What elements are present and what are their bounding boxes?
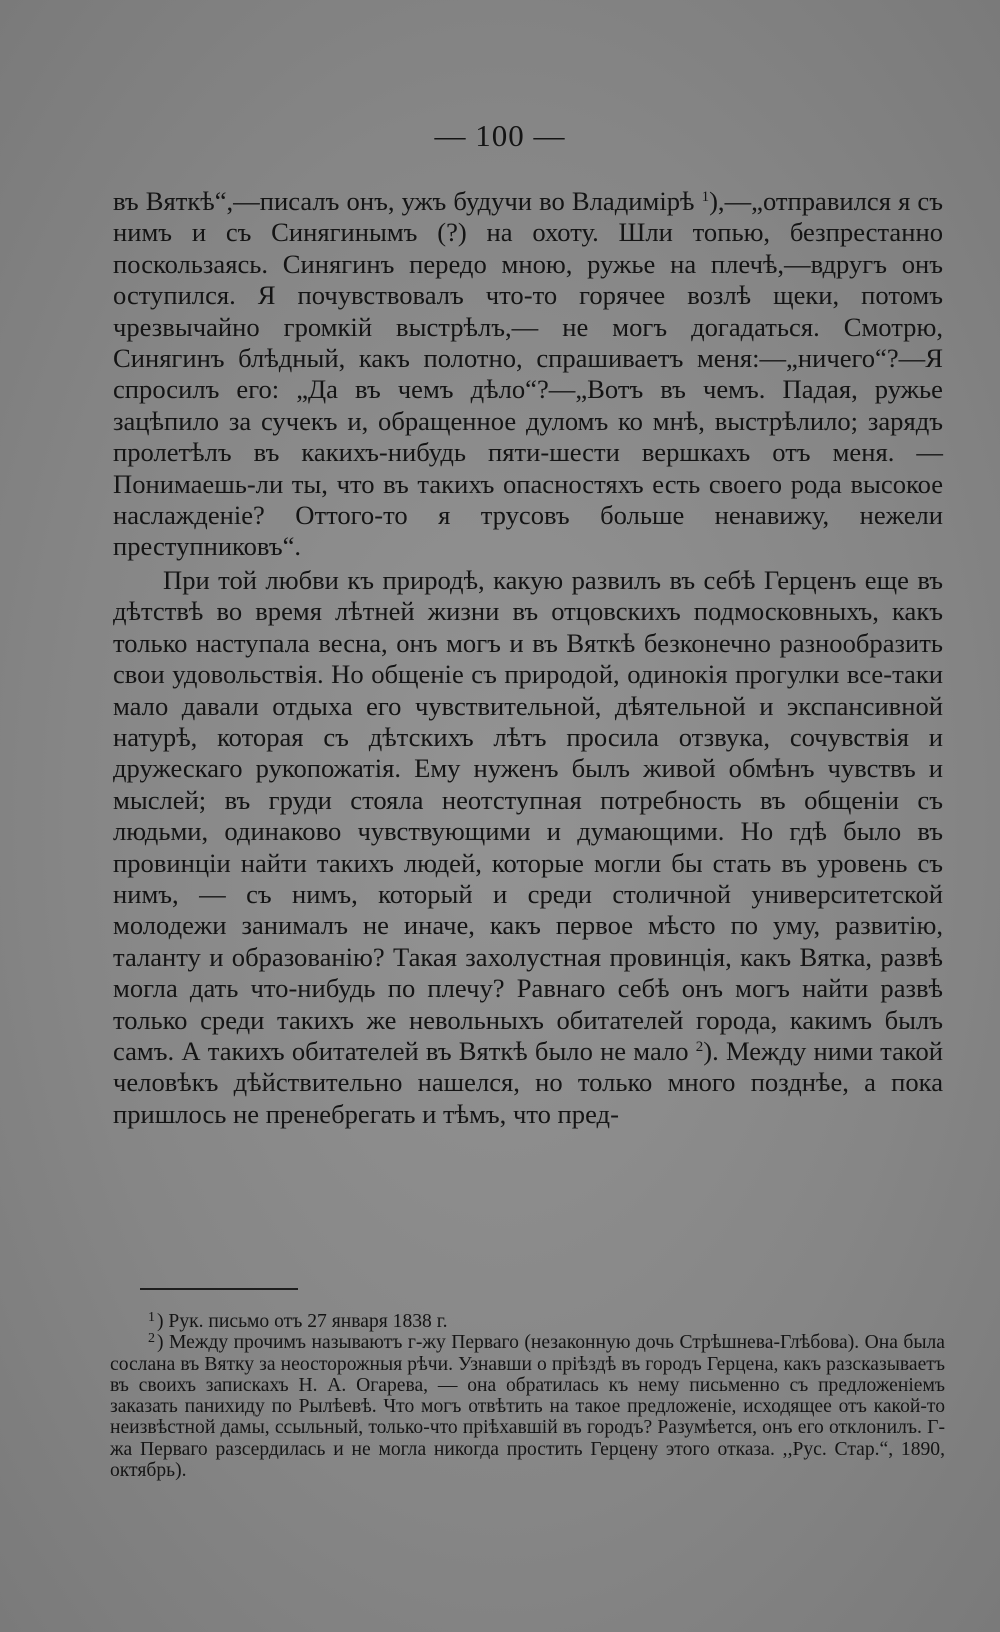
- paragraph: [113, 565, 943, 1130]
- page-number: — 100 —: [434, 118, 566, 153]
- footnote-reference: 1: [701, 189, 710, 205]
- footnote: [110, 1332, 945, 1481]
- footnotes: [110, 1311, 945, 1481]
- footnote-marker: 2: [148, 1331, 155, 1347]
- footnote-text: ) Между прочимъ называютъ г-жу Перваго (незаконную дочь Стрѣшнева-Глѣбова). Она была сослана въ Вятку за неосторожныя рѣчи. Узнавши о пріѣздѣ въ городъ Герцена, какъ разсказываетъ въ своихъ запискахъ Н. А. Огарева, — она обратилась къ нему письменно съ предложеніемъ заказать панихиду по Рылѣевѣ. Что могъ отвѣтить на такое предложеніе, исходящее отъ какой-то неизвѣстной дамы, ссыльный, только-что пріѣхавшій въ городъ? Разумѣется, онъ его отклонилъ. Г-жа Перваго разсердилась и не могла никогда простить Герцену этого отказа. ,,Рус. Стар.“, 1890, октябрь).: [110, 1332, 945, 1482]
- footnote: [110, 1311, 945, 1332]
- footnote-reference: 2: [695, 1038, 704, 1055]
- paragraph-text: ),—„отправился я съ нимъ и съ Синягинымъ (?) на охоту. Шли топью, безпрестанно поскользаясь. Синягинъ передо мною, ружье на плечѣ,—вдругъ онъ оступился. Я почувствовалъ что-то горячее возлѣ щеки, потомъ чрезвычайно громкій выстрѣлъ,— не могъ догадаться. Смотрю, Синягинъ блѣдный, какъ полотно, спрашиваетъ меня:—„ничего“?—Я спросилъ его: „Да въ чемъ дѣло“?—„Вотъ въ чемъ. Падая, ружье зацѣпило за сучекъ и, обращенное дуломъ ко мнѣ, выстрѣлило; зарядъ пролетѣлъ въ какихъ-нибудь пяти-шести вершкахъ отъ меня. — Понимаешь-ли ты, что въ такихъ опасностяхъ есть своего рода высокое наслажденіе? Оттого-то я трусовъ больше ненавижу, нежели преступниковъ“.: [113, 186, 943, 562]
- footnote-marker: 1: [148, 1310, 155, 1325]
- paragraph-text: При той любви къ природѣ, какую развилъ въ себѣ Герценъ еще въ дѣтствѣ во время лѣтней жизни въ отцовскихъ подмосковныхъ, какъ только наступала весна, онъ могъ и въ Вяткѣ безконечно разнообразить свои удовольствія. Но общеніе съ природой, одинокія прогулки все-таки мало давали отдыха его чувствительной, дѣятельной и экспансивной натурѣ, которая съ дѣтскихъ лѣтъ просила отзвука, сочувствія и дружескаго рукопожатія. Ему нуженъ былъ живой обмѣнъ чувствъ и мыслей; въ груди стояла неотступная потребность въ общеніи съ людьми, одинаково чувствующими и думающими. Но гдѣ было въ провинціи найти такихъ людей, которые могли бы стать въ уровень съ нимъ, — съ нимъ, который и среди столичной университетской молодежи занималъ не иначе, какъ первое мѣсто по уму, развитію, таланту и образованію? Такая захолустная провинція, какъ Вятка, развѣ могла дать что-нибудь по плечу? Равнаго себѣ онъ могъ найти развѣ только среди такихъ же невольныхъ обитателей города, какимъ былъ самъ. А такихъ обитателей въ Вяткѣ было не мало: [113, 564, 943, 1066]
- main-text: [113, 186, 943, 1130]
- paragraph-text: ). Между ними такой человѣкъ дѣйствительно нашелся, но только много позднѣе, а пока пришлось не пренебрегать и тѣмъ, что пред-: [113, 1035, 944, 1129]
- paragraph-continuation: [113, 186, 943, 563]
- footnote-text: ) Рук. письмо отъ 27 января 1838 г.: [157, 1311, 448, 1332]
- footnote-divider: [140, 1288, 298, 1290]
- paragraph-text: въ Вяткѣ“,—писалъ онъ, ужъ будучи во Владимірѣ: [113, 186, 702, 216]
